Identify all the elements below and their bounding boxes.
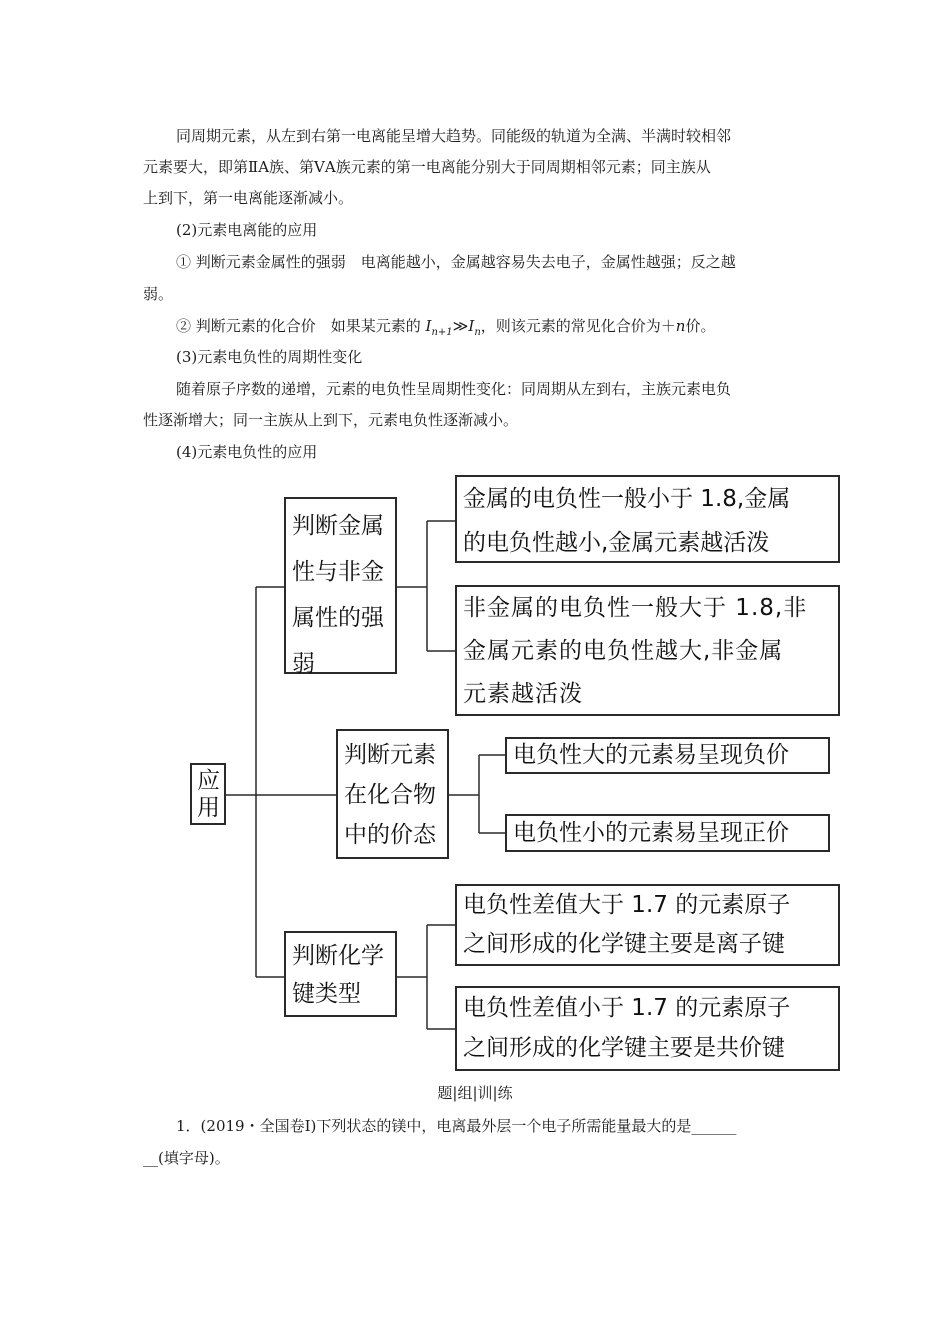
app2-suffix: ，则该元素的常见化合价为＋ — [480, 317, 676, 335]
positive-valence-text: 电负性小的元素易呈现正价 — [513, 820, 789, 846]
negative-valence-text: 电负性大的元素易呈现负价 — [513, 742, 789, 768]
much-greater-sign: ≫ — [452, 317, 469, 335]
para1-line3: 上到下，第一电离能逐渐减小。 — [143, 189, 354, 207]
covalent-line-1: 电负性差值小于 1.7 的元素原子 — [463, 995, 791, 1021]
heading-3: (3)元素电负性的周期性变化 — [176, 348, 363, 366]
question-1-line2: __(填字母)。 — [143, 1149, 230, 1167]
valence-line-3: 中的价态 — [344, 822, 436, 848]
ionization-energy-symbol-2: I — [468, 317, 475, 335]
metal-en-line-2: 的电负性越小,金属元素越活泼 — [463, 530, 770, 556]
ionization-energy-symbol: I — [425, 317, 432, 335]
metallicity-line-4: 弱 — [292, 651, 315, 677]
question-1-line1: 1．(2019・全国卷Ⅰ)下列状态的镁中，电离最外层一个电子所需能量最大的是______ — [176, 1117, 737, 1135]
ionic-line-1: 电负性差值大于 1.7 的元素原子 — [463, 892, 791, 918]
ionic-bond-box — [455, 884, 840, 966]
subscript-n: n — [474, 327, 481, 338]
valence-line-2: 在化合物 — [344, 782, 436, 808]
para1-line1: 同周期元素，从左到右第一电离能呈增大趋势。同能级的轨道为全满、半满时较相邻 — [176, 127, 732, 145]
para1-line2: 元素要大，即第ⅡA族、第ⅤA族元素的第一电离能分别大于同周期相邻元素；同主族从 — [143, 158, 711, 176]
app1-line2: 弱。 — [143, 285, 174, 303]
para3-line2: 性逐渐增大；同一主族从上到下，元素电负性逐渐减小。 — [143, 411, 519, 429]
app2-prefix: ② 判断元素的化合价 如果某元素的 — [176, 317, 426, 335]
section-title: 题|组|训|练 — [437, 1084, 513, 1102]
valence-n: n — [675, 317, 686, 335]
metal-electronegativity-box — [455, 475, 840, 563]
covalent-line-2: 之间形成的化学键主要是共价键 — [463, 1035, 785, 1061]
nonmetal-en-line-2: 金属元素的电负性越大,非金属 — [463, 638, 784, 664]
root-node — [190, 763, 226, 825]
metal-en-line-1: 金属的电负性一般小于 1.8,金属 — [463, 486, 791, 512]
para3-line1: 随着原子序数的递增，元素的电负性呈周期性变化：同周期从左到右，主族元素电负 — [176, 380, 732, 398]
heading-4: (4)元素电负性的应用 — [176, 443, 318, 461]
bond-type-line-1: 判断化学 — [292, 943, 384, 969]
metallicity-line-1: 判断金属 — [292, 513, 384, 539]
metallicity-line-3: 属性的强 — [292, 605, 384, 631]
metallicity-line-2: 性与非金 — [292, 559, 384, 585]
nonmetal-electronegativity-box — [455, 585, 840, 716]
nonmetal-en-line-1: 非金属的电负性一般大于 1.8,非 — [463, 595, 808, 621]
valence-line-1: 判断元素 — [344, 742, 436, 768]
covalent-bond-box — [455, 986, 840, 1071]
subscript-n-plus-1: n+1 — [431, 327, 453, 338]
heading-2: (2)元素电离能的应用 — [176, 221, 318, 239]
ionic-line-2: 之间形成的化学键主要是离子键 — [463, 931, 785, 957]
chemical-bond-node — [284, 931, 397, 1017]
positive-valence-box — [505, 814, 830, 852]
bond-type-line-2: 键类型 — [292, 981, 361, 1007]
app2-end: 价。 — [685, 317, 716, 335]
nonmetal-en-line-3: 元素越活泼 — [463, 681, 583, 707]
root-label-1: 应 — [197, 768, 220, 794]
negative-valence-box — [505, 737, 830, 774]
metallicity-node — [284, 497, 397, 677]
root-label-2: 用 — [197, 795, 220, 821]
app1-line1: ① 判断元素金属性的强弱 电离能越小，金属越容易失去电子，金属性越强；反之越 — [176, 253, 736, 271]
valence-state-node — [336, 729, 449, 859]
